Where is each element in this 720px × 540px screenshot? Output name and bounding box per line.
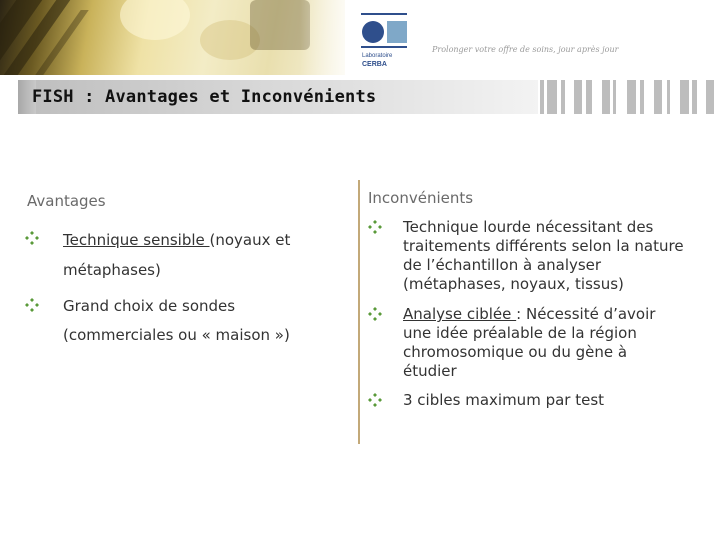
inconvenient-item-2-lead: Analyse ciblée (403, 305, 517, 323)
cerba-logo (361, 13, 409, 71)
inconvenients-heading: Inconvénients (368, 189, 474, 207)
inconvenient-item-1: Technique lourde nécessitant des traitements différents selon la nature de l’échantillon à analyser (métaphases, noyaux, tissus) (403, 218, 684, 293)
barcode-decoration (540, 80, 720, 114)
inconvenient-item-2 (403, 305, 685, 381)
inconvenient-item-2-rest: : Nécessité d’avoir une idée préalable de la région chromosomique ou du gène à étudier (403, 305, 656, 380)
logo-text-line2: CERBA (362, 61, 387, 68)
avantage-item-1-lead: Technique sensible (63, 231, 210, 249)
four-diamond-bullet-icon (25, 298, 39, 312)
avantage-item-1-line2: métaphases) (63, 261, 161, 279)
avantages-heading: Avantages (27, 192, 106, 210)
avantage-item-2-line2: (commerciales ou « maison ») (63, 326, 290, 344)
header-photo (0, 0, 345, 75)
avantage-item-1-rest: (noyaux et (209, 231, 291, 249)
four-diamond-bullet-icon (368, 393, 382, 407)
photo-fade (300, 0, 360, 75)
inconvenient-item-3: 3 cibles maximum par test (403, 391, 605, 409)
four-diamond-bullet-icon (368, 220, 382, 234)
logo-text-line1: Laboratoire (362, 53, 393, 59)
tagline: Prolonger votre offre de soins, jour après jour (432, 45, 619, 54)
slide-title: FISH : Avantages et Inconvénients (32, 87, 377, 107)
avantage-item-2: Grand choix de sondes (63, 297, 236, 315)
column-divider (358, 180, 360, 444)
four-diamond-bullet-icon (368, 307, 382, 321)
avantage-item-1 (63, 231, 290, 250)
four-diamond-bullet-icon (25, 231, 39, 245)
